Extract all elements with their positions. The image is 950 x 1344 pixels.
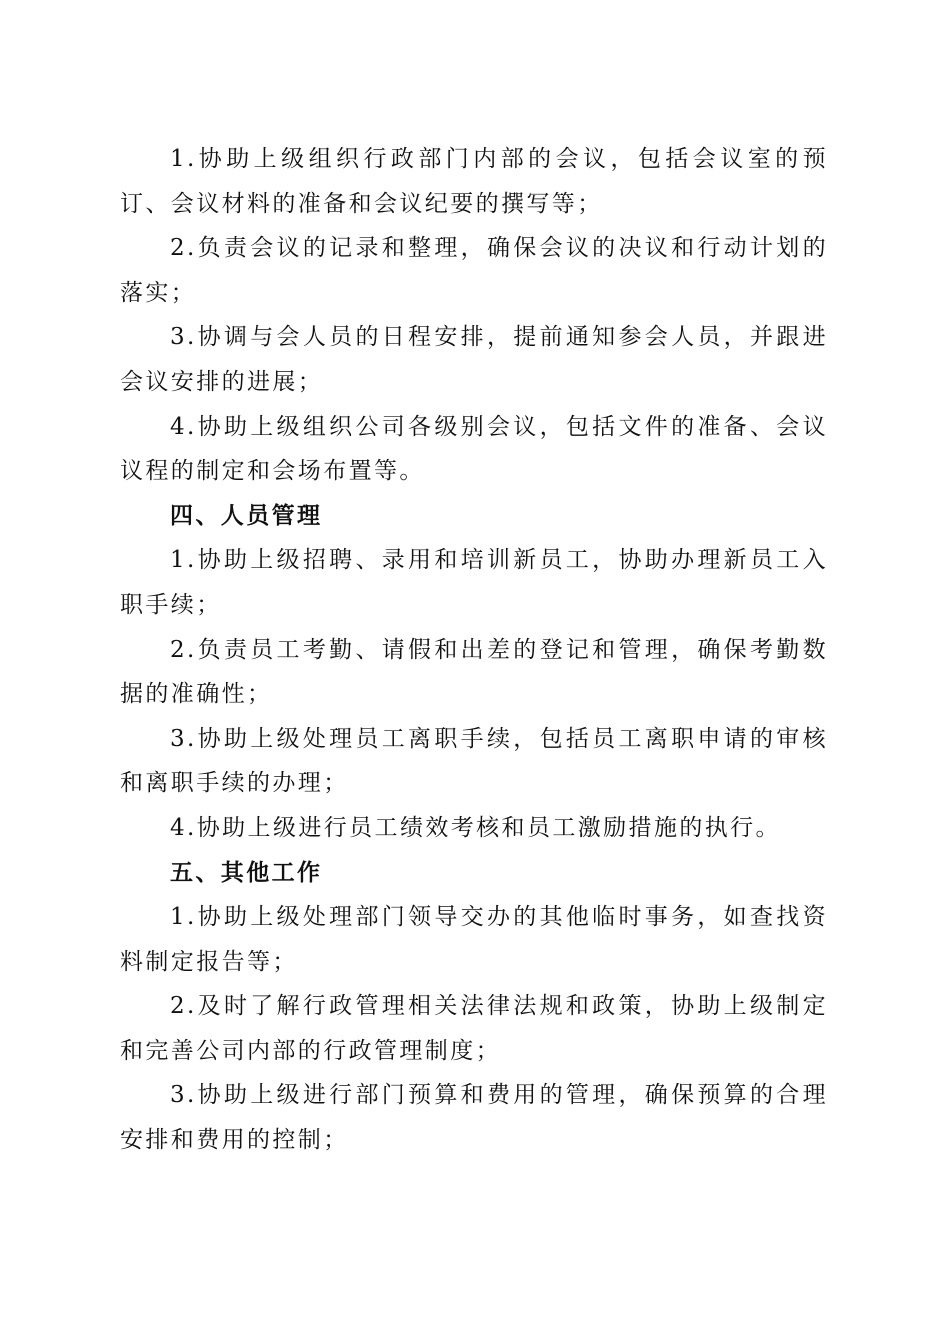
- list-item: 4.协助上级进行员工绩效考核和员工激励措施的执行。: [170, 814, 781, 841]
- list-item: 2.负责员工考勤、请假和出差的登记和管理，确保考勤数据的准确性；: [120, 636, 828, 708]
- list-item: 2.负责会议的记录和整理，确保会议的决议和行动计划的落实；: [120, 235, 828, 306]
- list-item: 1.协助上级处理部门领导交办的其他临时事务，如查找资料制定报告等；: [120, 904, 828, 975]
- list-item: 1.协助上级招聘、录用和培训新员工，协助办理新员工入职手续；: [120, 547, 828, 618]
- list-item: 1.协助上级组织行政部门内部的会议，包括会议室的预订、会议材料的准备和会议纪要的撰写等；: [120, 146, 828, 217]
- section-heading: 五、其他工作: [170, 859, 323, 886]
- list-item: 3.协调与会人员的日程安排，提前通知参会人员，并跟进会议安排的进展；: [120, 324, 828, 395]
- list-item: 4.协助上级组织公司各级别会议，包括文件的准备、会议议程的制定和会场布置等。: [120, 413, 828, 485]
- list-item: 3.协助上级处理员工离职手续，包括员工离职申请的审核和离职手续的办理；: [120, 725, 828, 797]
- section-heading: 四、人员管理: [170, 502, 323, 529]
- list-item: 2.及时了解行政管理相关法律法规和政策，协助上级制定和完善公司内部的行政管理制度；: [120, 993, 828, 1064]
- list-item: 3.协助上级进行部门预算和费用的管理，确保预算的合理安排和费用的控制；: [120, 1082, 828, 1154]
- document-body: [120, 137, 828, 1163]
